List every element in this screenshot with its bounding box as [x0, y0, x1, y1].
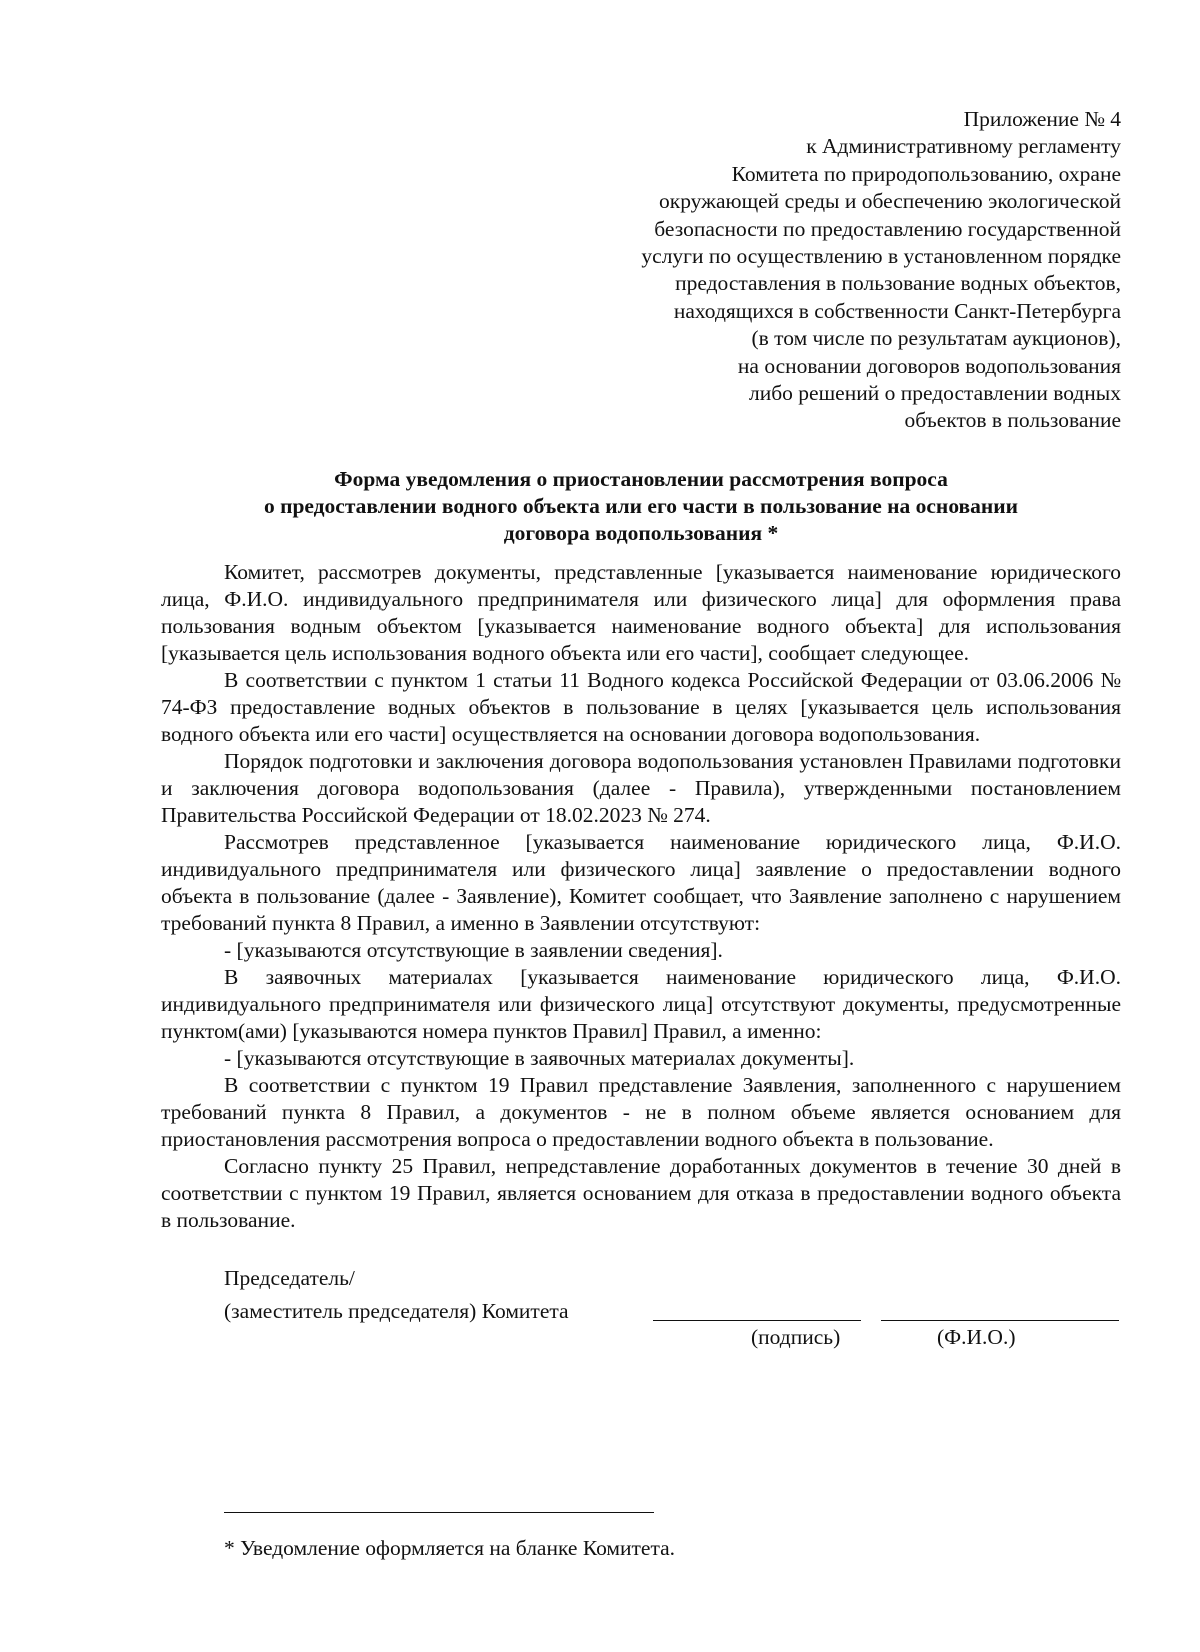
appendix-line: безопасности по предоставлению государственной — [654, 216, 1121, 241]
appendix-line: окружающей среды и обеспечению экологической — [659, 189, 1121, 214]
body-paragraph: Порядок подготовки и заключения договора водопользования установлен Правилами подготовки и заключения договора водопользования (далее - Правила), утвержденными постановлением Правительства Российской Федерации от 18.02.2023 № 274. — [161, 748, 1121, 827]
signature-caption: (подпись) — [751, 1324, 841, 1349]
appendix-line: услуги по осуществлению в установленном порядке — [641, 244, 1121, 269]
signatory-title — [224, 1262, 569, 1328]
appendix-line: находящихся в собственности Санкт-Петербурга — [673, 298, 1121, 323]
appendix-line: либо решений о предоставлении водных — [749, 381, 1121, 406]
body-paragraph: В соответствии с пунктом 1 статьи 11 Водного кодекса Российской Федерации от 03.06.2006 № 74-ФЗ предоставление водных объектов в пользование в целях [указывается цель использования водного объекта или его части] осуществляется на основании договора водопользования. — [161, 667, 1121, 746]
signature-line — [653, 1320, 861, 1321]
body-paragraph: В соответствии с пунктом 19 Правил представление Заявления, заполненного с нарушением требований пункта 8 Правил, а документов - не в полном объеме является основанием для приостановления рассмотрения вопроса о предоставлении водного объекта в пользование. — [161, 1072, 1121, 1151]
body-list-item: - [указываются отсутствующие в заявочных материалах документы]. — [224, 1045, 855, 1070]
appendix-line: Приложение № 4 — [963, 107, 1121, 131]
appendix-line: объектов в пользование — [904, 408, 1121, 433]
appendix-line: (в том числе по результатам аукционов), — [751, 326, 1121, 351]
form-title-line: Форма уведомления о приостановлении рассмотрения вопроса — [334, 466, 948, 491]
appendix-header — [161, 106, 1121, 435]
notice-body — [161, 559, 1121, 1234]
name-caption: (Ф.И.О.) — [937, 1324, 1016, 1349]
footnote: * Уведомление оформляется на бланке Комитета. — [224, 1536, 676, 1560]
body-paragraph: Рассмотрев представленное [указывается наименование юридического лица, Ф.И.О. индивидуального предпринимателя или физического лица] заявление о предоставлении водного объекта в пользование (далее - Заявление), Комитет сообщает, что Заявление заполнено с нарушением требований пункта 8 Правил, а именно в Заявлении отсутствуют: — [161, 829, 1121, 935]
body-paragraph: В заявочных материалах [указывается наименование юридического лица, Ф.И.О. индивидуального предпринимателя или физического лица] отсутствуют документы, предусмотренные пунктом(ами) [указываются номера пунктов Правил] Правил, а именно: — [161, 964, 1121, 1043]
name-line — [881, 1320, 1119, 1321]
body-list-item: - [указываются отсутствующие в заявлении сведения]. — [224, 937, 723, 962]
body-paragraph: Комитет, рассмотрев документы, представленные [указывается наименование юридического лица, Ф.И.О. индивидуального предпринимателя или физического лица] для оформления права пользования водным объектом [указывается наименование водного объекта] для использования [указывается цель использования водного объекта или его части], сообщает следующее. — [161, 559, 1121, 665]
body-paragraph: Согласно пункту 25 Правил, непредставление доработанных документов в течение 30 дней в соответствии с пунктом 19 Правил, является основанием для отказа в предоставлении водного объекта в пользование. — [161, 1153, 1121, 1232]
footnote-divider — [224, 1512, 654, 1513]
form-title-line: договора водопользования * — [503, 520, 779, 545]
document-page — [161, 106, 1121, 1412]
appendix-line: на основании договоров водопользования — [737, 353, 1121, 378]
appendix-line: Комитета по природопользованию, охране — [731, 161, 1121, 186]
appendix-line: к Административному регламенту — [806, 134, 1121, 159]
signatory-title-line: Председатель/ — [224, 1265, 355, 1290]
form-title — [161, 466, 1121, 547]
signature-block — [161, 1262, 1121, 1412]
form-title-line: о предоставлении водного объекта или его части в пользование на основании — [263, 493, 1019, 518]
appendix-line: предоставления в пользование водных объектов, — [675, 271, 1121, 296]
signatory-title-line: (заместитель председателя) Комитета — [224, 1298, 569, 1323]
